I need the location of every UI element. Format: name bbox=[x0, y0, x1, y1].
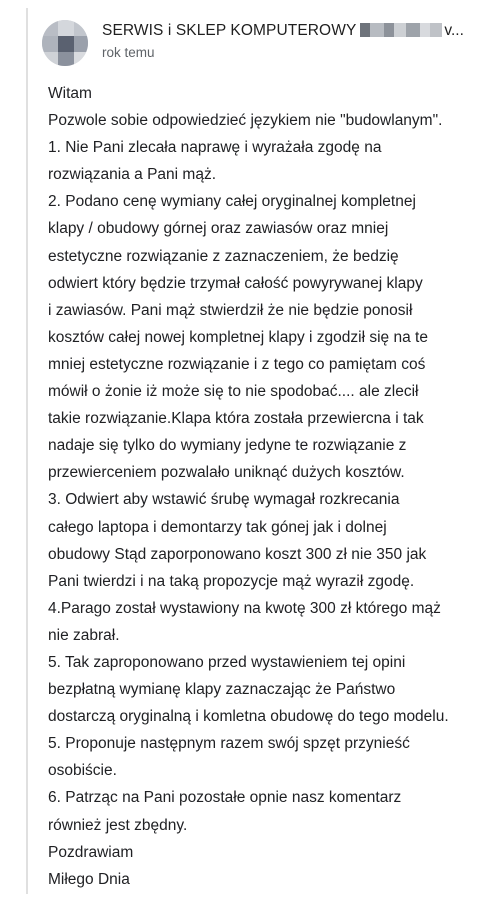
reply-text-line: 6. Patrząc na Pani pozostałe opnie nasz komentarz bbox=[48, 789, 402, 807]
reply-text-line: również jest zbędny. bbox=[48, 816, 188, 834]
reply-text-line: Pozwole sobie odpowiedzieć językiem nie "budowlanym". bbox=[48, 112, 443, 130]
reply-text-line: przewierceniem pozwalało uniknąć dużych kosztów. bbox=[48, 464, 405, 482]
reply-text-line: 4.Parago został wystawiony na kwotę 300 zł którego mąż bbox=[48, 599, 441, 617]
reply-text-line: 1. Nie Pani zlecała naprawę i wyrażała zgodę na bbox=[48, 139, 382, 157]
reply-text-line: Witam bbox=[48, 85, 92, 102]
reply-text-line: osobiście. bbox=[48, 762, 117, 780]
reply-text-line: 3. Odwiert aby wstawić śrubę wymagał rozkrecania bbox=[48, 491, 400, 509]
reply-text-line: nadaje się tylko do wymiany jedyne te rozwiązanie z bbox=[48, 437, 407, 455]
redacted-name-block bbox=[360, 23, 442, 37]
reply-text-line: i zawiasów. Pani mąż stwierdził że nie będzie ponosił bbox=[48, 301, 413, 319]
reply-text-line: nie zabrał. bbox=[48, 626, 120, 644]
reply-text-line: bezpłatną wymianę klapy zaznaczając że Państwo bbox=[48, 681, 396, 699]
reply-text-line: kosztów całej nowej kompletnej klapy i zgodził się na te bbox=[48, 328, 428, 346]
reply-text-line: rozwiązania a Pani mąż. bbox=[48, 166, 216, 184]
reply-text-line: obudowy Stąd zaporponowano koszt 300 zł nie 350 jak bbox=[48, 545, 427, 563]
author-name[interactable]: SERWIS i SKLEP KOMPUTEROWY bbox=[102, 22, 357, 39]
reply-text-line: dostarczą oryginalną i komletna obudowę do tego modelu. bbox=[48, 708, 449, 726]
reply-text-line: 5. Tak zaproponowano przed wystawieniem tej opini bbox=[48, 653, 406, 671]
author-name-tail: v... bbox=[444, 22, 464, 39]
reply-text-line: Miłego Dnia bbox=[48, 870, 130, 888]
timestamp: rok temu bbox=[102, 45, 155, 60]
reply-text-line: estetyczne rozwiązanie z zaznaczeniem, że bedzię bbox=[48, 247, 399, 265]
reply-header bbox=[42, 14, 500, 70]
reply-text-line: odwiert który będzie trzymał całość powyrywanej klapy bbox=[48, 274, 423, 292]
reply-text-line: 2. Podano cenę wymiany całej oryginalnej kompletnej bbox=[48, 193, 416, 211]
reply-text-line: Pozdrawiam bbox=[48, 843, 134, 861]
author-line bbox=[102, 22, 500, 44]
reply-text-line: Pani twierdzi i na taką propozycje mąż wyraził zgodę. bbox=[48, 572, 415, 590]
reply-text-line: klapy / obudowy górnej oraz zawiasów oraz mniej bbox=[48, 220, 389, 238]
avatar[interactable] bbox=[42, 20, 88, 66]
reply-text-line: takie rozwiązanie.Klapa która została przewiercna i tak bbox=[48, 410, 424, 428]
reply-text-line: całego laptopa i demontarzy tak gónej jak i dolnej bbox=[48, 518, 387, 536]
reply-text-line: mówił o żonie iż może się to nie spodobać.... ale zlecił bbox=[48, 383, 419, 401]
reply-text bbox=[48, 80, 493, 893]
reply-text-line: 5. Proponuje następnym razem swój spzęt przynieść bbox=[48, 735, 410, 753]
reply-text-line: mniej estetyczne rozwiązanie i z tego co pamiętam coś bbox=[48, 355, 426, 373]
reply-indent-rule bbox=[26, 8, 28, 894]
